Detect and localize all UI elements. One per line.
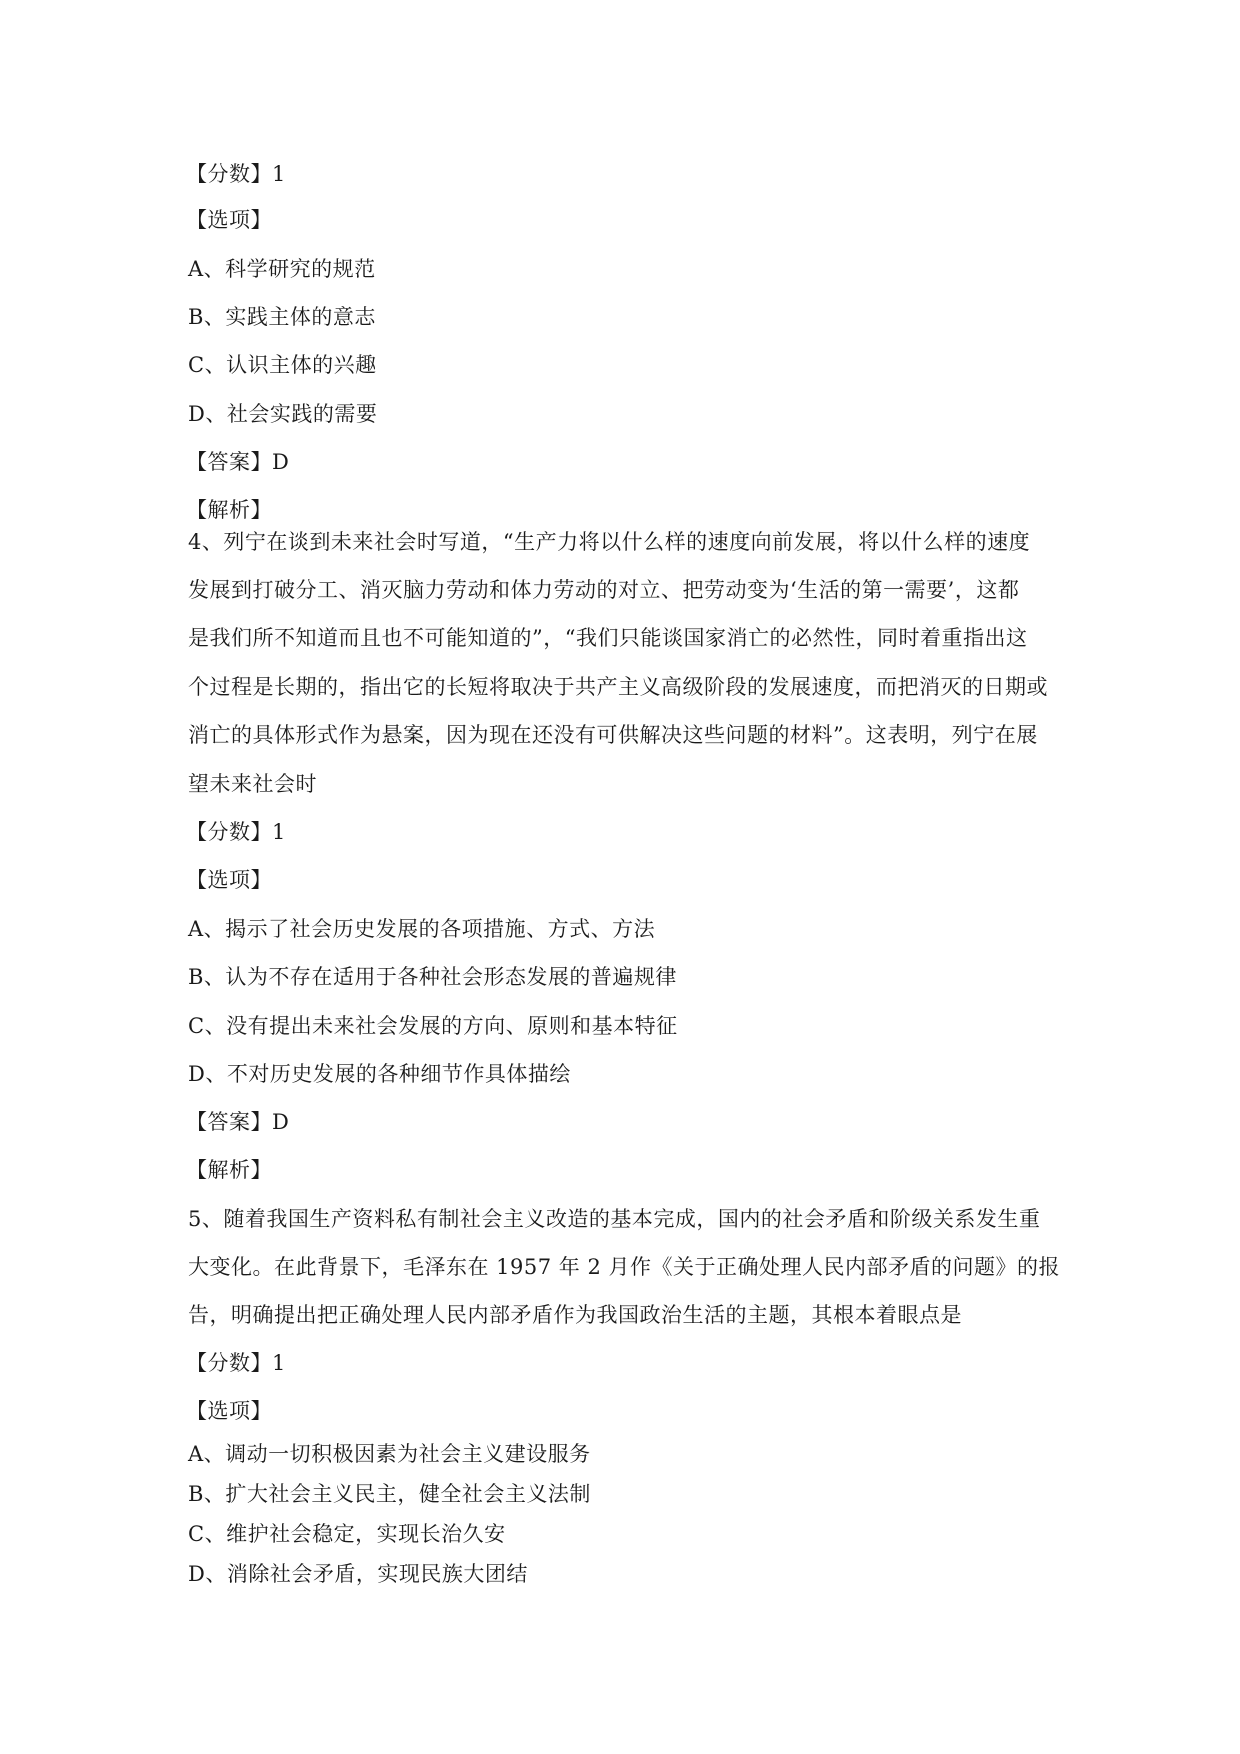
question-5-line-3: 告，明确提出把正确处理人民内部矛盾作为我国政治生活的主题，其根本着眼点是 bbox=[188, 1303, 962, 1327]
analysis-label: 【解析】 bbox=[186, 498, 272, 522]
option-d: D、不对历史发展的各种细节作具体描绘 bbox=[188, 1062, 571, 1086]
option-d: D、社会实践的需要 bbox=[188, 402, 378, 426]
options-label: 【选项】 bbox=[186, 1399, 272, 1423]
question-4-line-3: 是我们所不知道而且也不可能知道的”，“我们只能谈国家消亡的必然性，同时着重指出这 bbox=[188, 626, 1028, 650]
option-a: A、揭示了社会历史发展的各项措施、方式、方法 bbox=[188, 917, 656, 941]
question-5-line-2: 大变化。在此背景下，毛泽东在 1957 年 2 月作《关于正确处理人民内部矛盾的问题》的报 bbox=[188, 1255, 1061, 1279]
question-4-line-6: 望未来社会时 bbox=[188, 772, 317, 796]
option-c: C、认识主体的兴趣 bbox=[188, 353, 377, 377]
question-4-line-5: 消亡的具体形式作为悬案，因为现在还没有可供解决这些问题的材料”。这表明，列宁在展 bbox=[188, 723, 1038, 747]
score-label: 【分数】1 bbox=[186, 820, 286, 844]
option-c: C、没有提出未来社会发展的方向、原则和基本特征 bbox=[188, 1014, 678, 1038]
option-a: A、科学研究的规范 bbox=[188, 257, 376, 281]
option-b: B、认为不存在适用于各种社会形态发展的普遍规律 bbox=[188, 965, 677, 989]
question-4-line-2: 发展到打破分工、消灭脑力劳动和体力劳动的对立、把劳动变为‘生活的第一需要’，这都 bbox=[188, 578, 1020, 602]
question-4-line-4: 个过程是长期的，指出它的长短将取决于共产主义高级阶段的发展速度，而把消灭的日期或 bbox=[188, 675, 1048, 699]
option-b: B、扩大社会主义民主，健全社会主义法制 bbox=[188, 1482, 591, 1506]
answer-label: 【答案】D bbox=[186, 1110, 290, 1134]
option-b: B、实践主体的意志 bbox=[188, 305, 376, 329]
analysis-label: 【解析】 bbox=[186, 1158, 272, 1182]
options-label: 【选项】 bbox=[186, 868, 272, 892]
score-label: 【分数】1 bbox=[186, 162, 286, 186]
option-a: A、调动一切积极因素为社会主义建设服务 bbox=[188, 1442, 591, 1466]
options-label: 【选项】 bbox=[186, 208, 272, 232]
question-4-line-1: 4、列宁在谈到未来社会时写道，“生产力将以什么样的速度向前发展，将以什么样的速度 bbox=[188, 530, 1031, 554]
answer-label: 【答案】D bbox=[186, 450, 290, 474]
option-c: C、维护社会稳定，实现长治久安 bbox=[188, 1522, 506, 1546]
option-d: D、消除社会矛盾，实现民族大团结 bbox=[188, 1562, 528, 1586]
score-label: 【分数】1 bbox=[186, 1351, 286, 1375]
question-5-line-1: 5、随着我国生产资料私有制社会主义改造的基本完成，国内的社会矛盾和阶级关系发生重 bbox=[188, 1207, 1041, 1231]
